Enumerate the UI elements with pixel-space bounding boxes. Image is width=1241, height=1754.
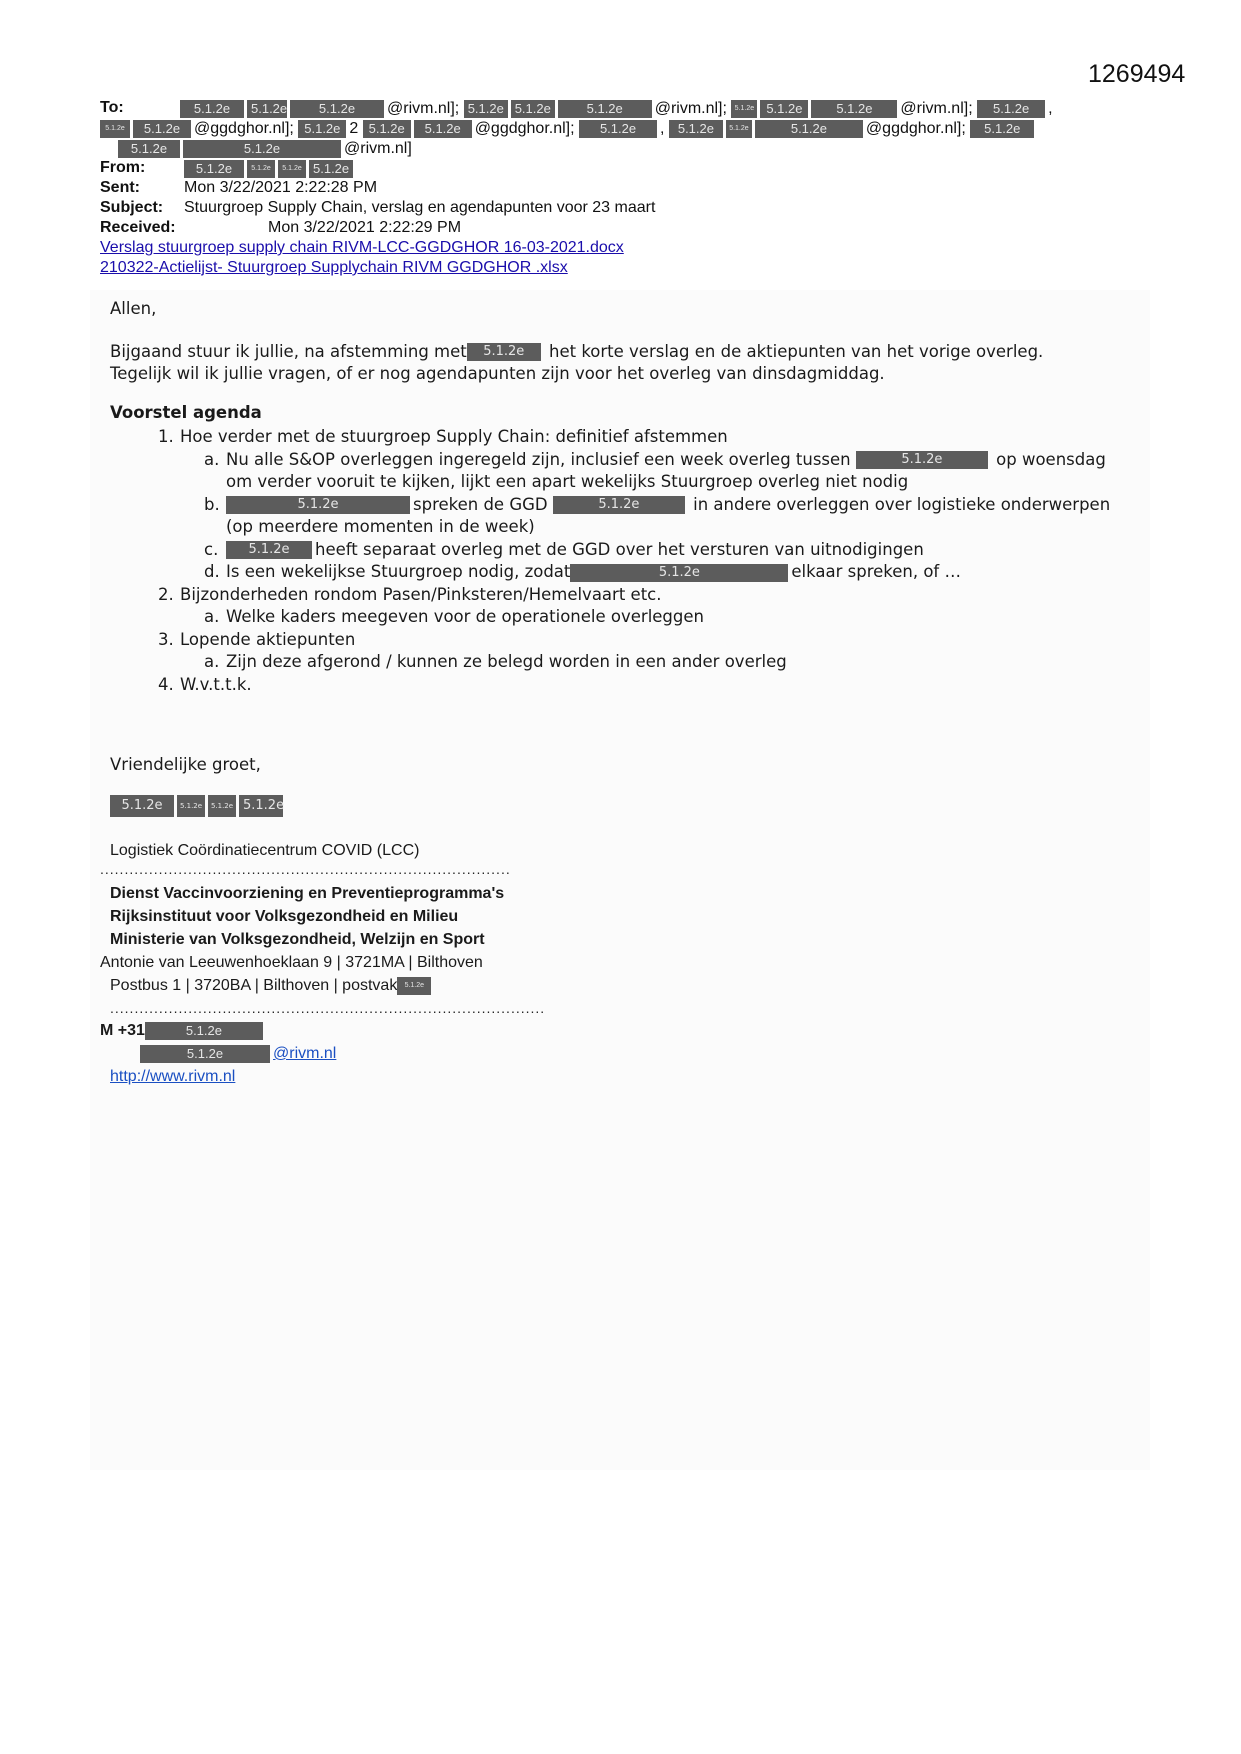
redaction: 5.1.2e [970, 120, 1034, 138]
redaction: 5.1.2e [811, 100, 897, 118]
to-row-2 [100, 118, 1150, 138]
email-domain: @rivm.nl] [344, 140, 412, 157]
agenda-subitem [204, 606, 1130, 629]
redaction: 5.1.2e [309, 160, 353, 178]
separator: , [660, 120, 665, 137]
website-link[interactable]: http://www.rivm.nl [110, 1068, 236, 1085]
subitem-text: Nu alle S&OP overleggen ingeregeld zijn, inclusief een week overleg tussen [226, 449, 851, 469]
subject-row [100, 198, 1150, 218]
subitem-text: Zijn deze afgerond / kunnen ze belegd worden in een ander overleg [226, 652, 787, 671]
redaction: 5.1.2e [247, 160, 275, 178]
subitem-text: Is een wekelijkse Stuurgroep nodig, zodat [226, 562, 571, 581]
signature-email-row [140, 1042, 1130, 1065]
mobile-prefix: M +31 [100, 1022, 145, 1039]
agenda-item [158, 584, 1130, 629]
agenda-item-text: Hoe verder met de stuurgroep Supply Chain: definitief afstemmen [180, 427, 728, 446]
to-row-3 [100, 138, 1150, 158]
attachment-link-xlsx[interactable]: 210322-Actielijst- Stuurgroep Supplychain RIVM GGDGHOR .xlsx [100, 259, 568, 276]
redaction: 5.1.2e [184, 160, 244, 178]
subitem-letter: a. [204, 449, 220, 469]
agenda-subitem [204, 651, 1130, 674]
intro-text-2: het korte verslag en de aktiepunten van het vorige overleg. [549, 341, 1044, 361]
redaction: 5.1.2e [239, 795, 283, 817]
redaction: 5.1.2e [226, 541, 312, 559]
agenda-subitem [204, 494, 1130, 539]
sent-label: Sent: [100, 179, 140, 196]
redaction: 5.1.2e [118, 140, 180, 158]
signature-email-link[interactable]: @rivm.nl [273, 1045, 337, 1062]
redaction: 5.1.2e [208, 795, 236, 817]
agenda-subitem [204, 539, 1130, 562]
redaction: 5.1.2e [669, 120, 723, 138]
intro-paragraph [110, 341, 1130, 386]
redaction: 5.1.2e [511, 100, 555, 118]
signature-address: Antonie van Leeuwenhoeklaan 9 | 3721MA | Bilthoven [100, 954, 483, 971]
signature-website-row [110, 1065, 1130, 1088]
redaction: 5.1.2e [226, 496, 410, 514]
redaction: 5.1.2e [247, 100, 287, 118]
subitem-text: Welke kaders meegeven voor de operationele overleggen [226, 607, 704, 626]
redaction: 5.1.2e [298, 120, 346, 138]
agenda-sublist [180, 606, 1130, 629]
sent-value: Mon 3/22/2021 2:22:28 PM [184, 179, 378, 196]
subitem-text: elkaar spreken, of … [791, 562, 961, 581]
agenda-sublist [180, 449, 1130, 584]
agenda-item [158, 426, 1130, 584]
to-recipients-line-1 [180, 99, 1053, 119]
subitem-text: heeft separaat overleg met de GGD over het versturen van uitnodigingen [315, 539, 924, 559]
agenda-number: 1. [158, 427, 174, 446]
email-domain: @rivm.nl]; [900, 100, 973, 117]
email-domain: @rivm.nl]; [387, 100, 460, 117]
from-row [100, 158, 1150, 178]
redaction: 5.1.2e [467, 343, 541, 361]
signature-name-redacted [110, 795, 1130, 818]
agenda-item [158, 674, 1130, 697]
redaction: 5.1.2e [760, 100, 808, 118]
agenda-list [110, 426, 1130, 696]
subitem-letter: d. [204, 562, 220, 581]
signature-block [100, 839, 1130, 1088]
sent-row [100, 178, 1150, 198]
subject-value: Stuurgroep Supply Chain, verslag en agendapunten voor 23 maart [184, 199, 656, 216]
agenda-item-text: Bijzonderheden rondom Pasen/Pinksteren/Hemelvaart etc. [180, 584, 662, 604]
subitem-letter: a. [204, 607, 220, 626]
to-label: To: [100, 99, 124, 116]
to-recipients-line-3 [118, 139, 412, 159]
redaction: 5.1.2e [140, 1045, 270, 1063]
subitem-text: spreken de GGD [413, 494, 548, 514]
received-row [100, 218, 1150, 238]
signature-postbus: Postbus 1 | 3720BA | Bilthoven | postvak [110, 977, 398, 994]
agenda-item [158, 629, 1130, 674]
email-domain: @rivm.nl]; [654, 100, 727, 117]
email-domain: @ggdghor.nl]; [194, 120, 294, 137]
redaction: 5.1.2e [100, 120, 130, 138]
subitem-letter: c. [204, 539, 219, 559]
agenda-sublist [180, 651, 1130, 674]
from-label: From: [100, 159, 146, 176]
agenda-number: 2. [158, 584, 174, 604]
agenda-item-text: Lopende aktiepunten [180, 629, 356, 649]
signature-unit: Logistiek Coördinatiecentrum COVID (LCC) [110, 842, 420, 859]
signature-postbus-row [110, 974, 1130, 997]
redaction: 5.1.2e [180, 100, 244, 118]
received-label: Received: [100, 219, 176, 236]
inline-number: 2 [349, 120, 359, 137]
redaction: 5.1.2e [363, 120, 411, 138]
redaction: 5.1.2e [731, 100, 757, 118]
redaction: 5.1.2e [145, 1022, 263, 1040]
redaction: 5.1.2e [177, 795, 205, 817]
signature-divider: ......................................................................................... [110, 1000, 546, 1016]
subitem-text: op woensdag om verder vooruit te kijken, lijkt een apart wekelijks Stuurgroep overleg niet nodig [226, 449, 1106, 491]
signature-org-line: Dienst Vaccinvoorziening en Preventieprogramma's [110, 885, 505, 902]
closing: Vriendelijke groet, [110, 755, 261, 774]
agenda-subitem [204, 449, 1130, 494]
attachment-link-docx[interactable]: Verslag stuurgroep supply chain RIVM-LCC-GGDGHOR 16-03-2021.docx [100, 239, 624, 256]
redaction: 5.1.2e [414, 120, 472, 138]
received-value: Mon 3/22/2021 2:22:29 PM [268, 219, 462, 236]
redaction: 5.1.2e [856, 451, 988, 469]
subitem-text: in andere overleggen over logistieke onderwerpen (op meerdere momenten in de week) [226, 494, 1111, 536]
redaction: 5.1.2e [726, 120, 752, 138]
redaction: 5.1.2e [133, 120, 191, 138]
salutation: Allen, [110, 299, 157, 318]
signature-org-line: Ministerie van Volksgezondheid, Welzijn en Sport [110, 931, 485, 948]
to-recipients-line-2 [100, 119, 1037, 139]
redaction: 5.1.2e [570, 564, 788, 582]
redaction: 5.1.2e [397, 977, 431, 995]
agenda-number: 4. [158, 674, 174, 694]
agenda-title: Voorstel agenda [110, 402, 262, 422]
message-body [100, 298, 1130, 1088]
agenda-number: 3. [158, 629, 174, 649]
document-id: 1269494 [1088, 60, 1186, 88]
redaction: 5.1.2e [278, 160, 306, 178]
email-domain: @ggdghor.nl]; [865, 120, 966, 137]
redaction: 5.1.2e [553, 496, 685, 514]
redaction: 5.1.2e [110, 795, 174, 817]
redaction: 5.1.2e [290, 100, 384, 118]
from-value [184, 159, 356, 179]
subitem-letter: a. [204, 652, 220, 671]
signature-divider: .................................................................................... [100, 861, 511, 877]
email-header [100, 98, 1150, 278]
to-row [100, 98, 1150, 118]
subject-label: Subject: [100, 199, 164, 216]
redaction: 5.1.2e [755, 120, 863, 138]
redaction: 5.1.2e [183, 140, 341, 158]
redaction: 5.1.2e [977, 100, 1045, 118]
signature-org-line: Rijksinstituut voor Volksgezondheid en Milieu [110, 908, 459, 925]
email-domain: @ggdghor.nl]; [474, 120, 575, 137]
signature-mobile-row [100, 1019, 1130, 1042]
intro-text-1: Bijgaand stuur ik jullie, na afstemming met [110, 341, 467, 361]
intro-text-3: Tegelijk wil ik jullie vragen, of er nog agendapunten zijn voor het overleg van dinsdagmiddag. [110, 364, 885, 383]
separator: , [1048, 100, 1053, 117]
agenda-subitem [204, 561, 1130, 584]
agenda-item-text: W.v.t.t.k. [180, 674, 252, 694]
subitem-letter: b. [204, 494, 220, 514]
redaction: 5.1.2e [464, 100, 508, 118]
redaction: 5.1.2e [579, 120, 657, 138]
redaction: 5.1.2e [558, 100, 652, 118]
